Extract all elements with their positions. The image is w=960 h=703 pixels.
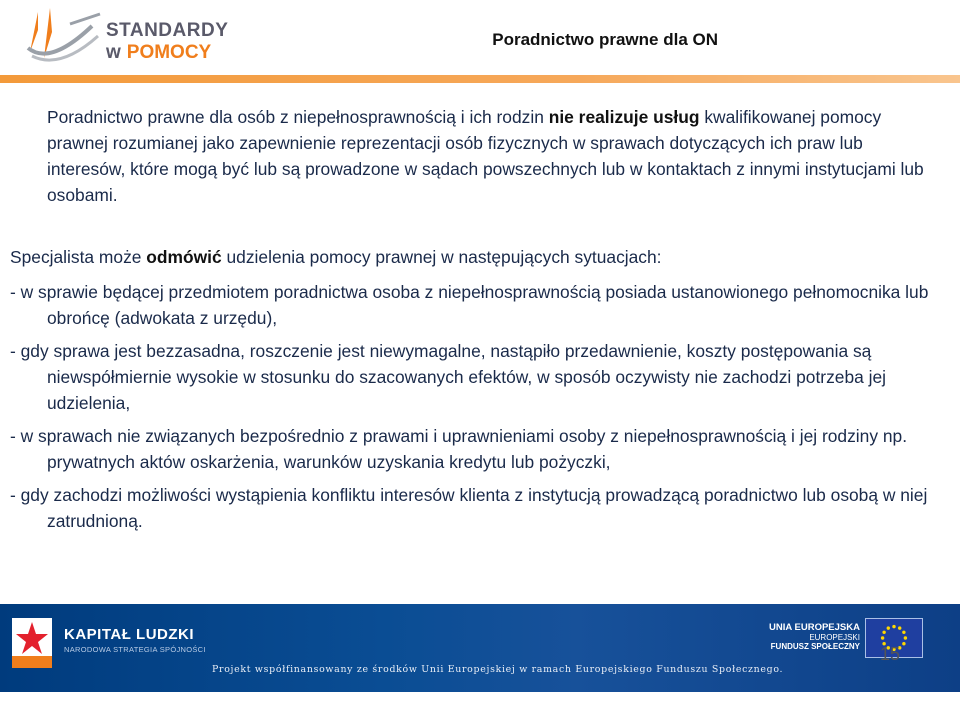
refusal-lead-start: Specjalista może [10,247,147,267]
page-number: 15 [880,644,901,664]
kapital-ludzki-star-icon [12,612,52,672]
header-divider-band [0,75,960,83]
eu-line-1: UNIA EUROPEJSKA [769,622,860,633]
logo-text-w: w [106,42,121,63]
refusal-lead-bold: odmówić [146,247,222,267]
logo-text-w-pomocy [106,42,211,64]
logo-text-pomocy: POMOCY [126,42,212,63]
refusal-lead [10,244,940,270]
refusal-lead-end: udzielenia pomocy prawnej w następujących sytuacjach: [221,247,662,267]
intro-paragraph [47,104,937,208]
logo-text-standardy: STANDARDY [106,20,229,41]
page-title: Poradnictwo prawne dla ON [492,30,718,49]
kapital-ludzki-subtitle: NARODOWA STRATEGIA SPÓJNOŚCI [64,645,206,654]
eu-line-3: FUNDUSZ SPOŁECZNY [770,642,860,651]
logo-mark-icon [20,6,104,70]
eu-fund-label [700,622,860,651]
refusal-point: - w sprawie będącej przedmiotem poradnictwa osoba z niepełnosprawnością posiada ustanowionego pełnomocnika lub obrońcę (adwokata z urzędu), [10,282,929,328]
cofinancing-note: Projekt współfinansowany ze środków Unii Europejskiej w ramach Europejskiego Funduszu Społecznego. [212,664,784,675]
standardy-w-pomocy-logo [20,6,240,70]
intro-text-start: Poradnictwo prawne dla osób z niepełnosprawnością i ich rodzin [47,107,549,127]
intro-text-end: kwalifikowanej pomocy prawnej rozumianej jako zapewnienie reprezentacji osób fizycznych w sprawach dotyczących ich praw lub interesów, które mogą być lub są prowadzone w sądach powszechnych lub w kontaktach z innymi instytucjami lub osobami. [47,107,924,205]
kapital-ludzki-title: KAPITAŁ LUDZKI [64,626,195,643]
refusal-section [10,244,940,541]
refusal-point: - w sprawach nie związanych bezpośrednio z prawami i uprawnieniami osoby z niepełnosprawnością i jej rodziny np. prywatnych aktów oskarżenia, warunków uzyskania kredytu lub pożyczki, [10,426,908,472]
refusal-point: - gdy sprawa jest bezzasadna, roszczenie jest niewymagalne, nastąpiło przedawnienie, koszty postępowania są niewspółmiernie wysokie w stosunku do szacowanych efektów, w sposób oczywisty nie zachodzi potrzeba jej udzielenia, [10,341,887,413]
eu-line-2: EUROPEJSKI [809,633,860,642]
refusal-point: - gdy zachodzi możliwości wystąpienia konfliktu interesów klienta z instytucją prowadzącą poradnictwo lub osobą w niej zatrudnioną. [10,485,928,531]
intro-bold-text: nie realizuje usług [548,107,700,127]
